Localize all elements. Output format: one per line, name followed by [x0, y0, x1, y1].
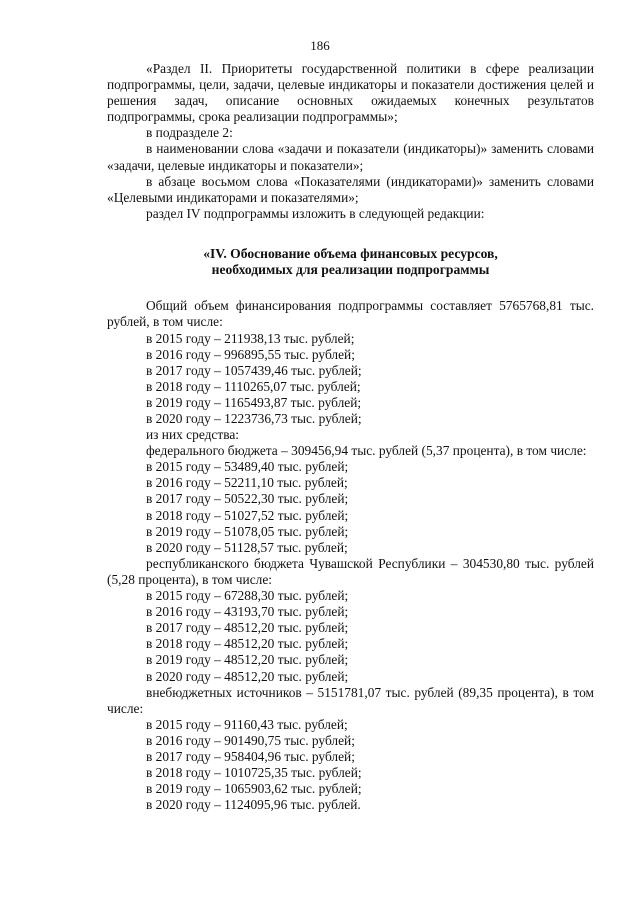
year-line: в 2019 году – 1165493,87 тыс. рублей;	[146, 394, 362, 410]
year-line: в 2019 году – 1065903,62 тыс. рублей;	[146, 781, 362, 797]
total-years-list	[107, 331, 594, 428]
year-line: в 2019 году – 48512,20 тыс. рублей;	[146, 652, 349, 668]
section-heading-line-2: необходимых для реализации подпрограммы	[211, 262, 490, 278]
intro-paragraph-name-change: в наименовании слова «задачи и показатели (индикаторы)» заменить словами «задачи, целевые индикаторы и показатели»;	[107, 141, 594, 173]
year-line: в 2020 году – 51128,57 тыс. рублей;	[146, 539, 348, 555]
intro-paragraph-subsection: в подразделе 2:	[146, 125, 233, 141]
federal-years-list	[107, 459, 594, 556]
sources-label: из них средства:	[146, 427, 240, 443]
year-line: в 2016 году – 996895,55 тыс. рублей;	[146, 346, 355, 362]
year-line: в 2015 году – 53489,40 тыс. рублей;	[146, 459, 349, 475]
year-line: в 2016 году – 43193,70 тыс. рублей;	[146, 604, 349, 620]
section-heading-line-1: «IV. Обоснование объема финансовых ресурсов,	[203, 245, 498, 261]
intro-paragraph-section-iv: раздел IV подпрограммы изложить в следующей редакции:	[146, 205, 485, 221]
intro-paragraph-eighth-para: в абзаце восьмом слова «Показателями (индикаторами)» заменить словами «Целевыми индикаторами и показателями»;	[107, 173, 594, 205]
year-line: в 2017 году – 958404,96 тыс. рублей;	[146, 748, 355, 764]
republic-budget-paragraph: республиканского бюджета Чувашской Республики – 304530,80 тыс. рублей (5,28 процента), в том числе:	[107, 555, 594, 587]
year-line: в 2015 году – 211938,13 тыс. рублей;	[146, 330, 355, 346]
year-line: в 2020 году – 48512,20 тыс. рублей;	[146, 668, 349, 684]
year-line: в 2017 году – 1057439,46 тыс. рублей;	[146, 362, 362, 378]
year-line: в 2018 году – 51027,52 тыс. рублей;	[146, 507, 349, 523]
intro-paragraph-section-title: «Раздел II. Приоритеты государственной политики в сфере реализации подпрограммы, цели, задачи, целевые индикаторы и показатели достижения целей и решения задач, описание основных ожидаемых конечных результатов подпрограммы, срока реализации подпрограммы»;	[107, 61, 594, 125]
document-body	[107, 61, 594, 813]
year-line: в 2017 году – 50522,30 тыс. рублей;	[146, 491, 349, 507]
page-number: 186	[310, 38, 330, 53]
year-line: в 2015 году – 67288,30 тыс. рублей;	[146, 588, 349, 604]
year-line: в 2018 году – 48512,20 тыс. рублей;	[146, 636, 349, 652]
year-line: в 2017 году – 48512,20 тыс. рублей;	[146, 620, 349, 636]
year-line: в 2020 году – 1223736,73 тыс. рублей;	[146, 411, 362, 426]
year-line: в 2018 году – 1010725,35 тыс. рублей;	[146, 765, 362, 781]
republic-years-list	[107, 588, 594, 685]
year-line: в 2018 году – 1110265,07 тыс. рублей;	[146, 378, 361, 394]
year-line: в 2016 году – 52211,10 тыс. рублей;	[146, 475, 348, 491]
year-line: в 2020 году – 1124095,96 тыс. рублей.	[146, 797, 361, 813]
offbudget-paragraph: внебюджетных источников – 5151781,07 тыс. рублей (89,35 процента), в том числе:	[107, 684, 594, 716]
section-heading	[107, 246, 594, 278]
offbudget-years-list	[107, 717, 594, 814]
federal-budget-paragraph: федерального бюджета – 309456,94 тыс. рублей (5,37 процента), в том числе:	[146, 443, 587, 459]
year-line: в 2015 году – 91160,43 тыс. рублей;	[146, 716, 348, 732]
year-line: в 2019 году – 51078,05 тыс. рублей;	[146, 523, 349, 539]
total-financing-paragraph: Общий объем финансирования подпрограммы составляет 5765768,81 тыс. рублей, в том числе:	[107, 298, 594, 330]
year-line: в 2016 году – 901490,75 тыс. рублей;	[146, 732, 355, 748]
